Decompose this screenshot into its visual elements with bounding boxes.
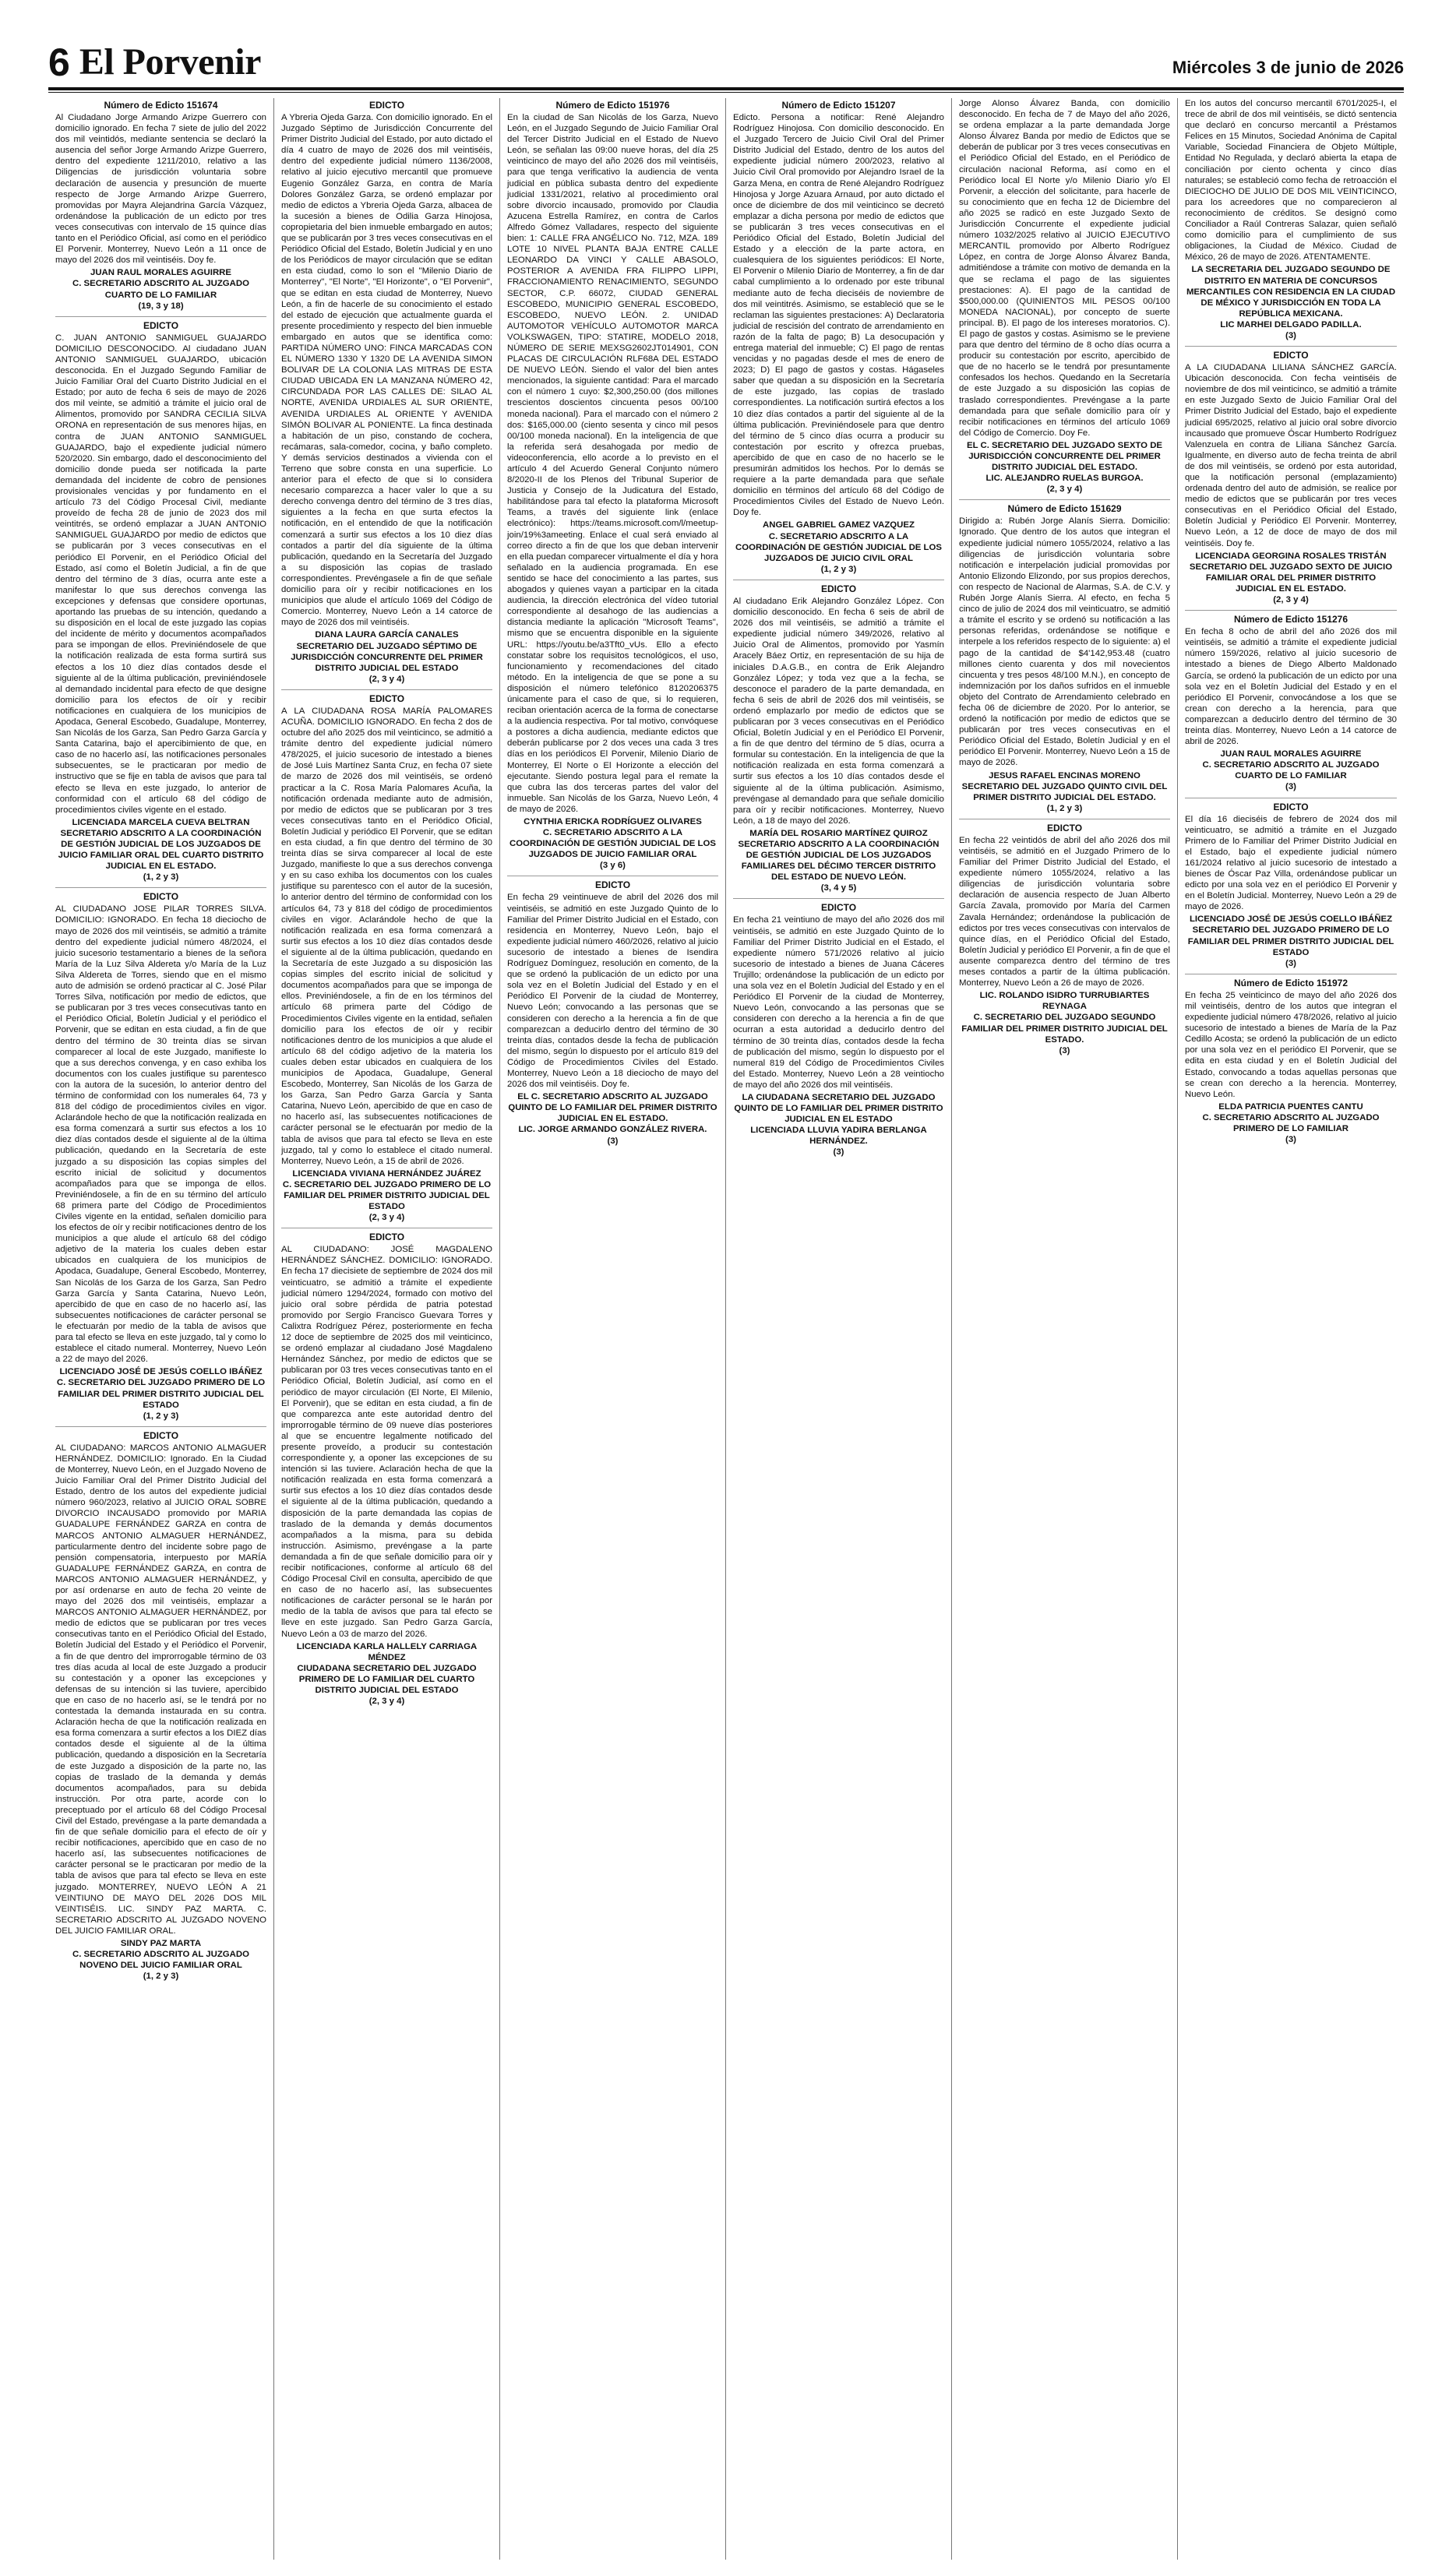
notice-title: EDICTO [143,319,179,331]
notice-signature [507,1091,718,1146]
notice-body: En fecha 25 veinticinco de mayo del año 2026 dos mil veintiséis, dentro de los autos que integran el expediente judicial número 478/2026, relativo al juicio sucesorio de intestado a bienes de María de la Paz Cedillo Acosta; se ordenó la publicación de un edicto por una sola vez en el periódico El Porvenir, que se edita en esta ciudad y en el Boletín Judicial del Estado, convocando a todas aquellas personas que se crean con derecho a la herencia. Monterrey, Nuevo León. [1185,990,1397,1099]
signature-line: LICENCIADA KARLA HALLELY CARRIAGA MÉNDEZ [296,1641,478,1662]
notice-title: EDICTO [143,1429,179,1441]
signature-line: LICENCIADA GEORGINA ROSALES TRISTÁN [1195,551,1387,561]
masthead-rule-thin [48,92,1404,93]
signature-line: (3) [1285,1135,1296,1145]
notice-body: En la ciudad de San Nicolás de los Garza, Nuevo León, en el Juzgado Segundo de Juicio Familiar Oral del Tercer Distrito Judicial en el Estado de Nuevo León, se señalan las 09:00 nueve horas, del día 25 veinticinco de mayo del año 2026 dos mil veintiséis, para que tenga verificativo la audiencia de venta judicial en pública subasta dentro del expediente judicial 1331/2021, relativo al procedimiento oral sobre divorcio incausado, promovido por Claudia Azucena Estrella Ramírez, en contra de Carlos Alfredo Gómez Valladares, respecto del siguiente bien: 1: CALLE FRA ANGÉLICO No. 712, MZA. 189 LOTE 10 NIVEL PLANTA BAJA ENTRE CALLE LEONARDO DA VINCI Y CALLE ABASOLO, POSTERIOR A AVENIDA FRA FILIPPO LIPPI, FRACCIONAMIENTO RENACIMIENTO, SEGUNDO SECTOR, C.P. 66072, CIUDAD GENERAL ESCOBEDO, MUNICIPIO GENERAL ESCOBEDO, ESCOBEDO, NUEVO LEÓN. 2. UNIDAD AUTOMOTOR VEHÍCULO AUTOMOTOR MARCA VOLKSWAGEN, TIPO: STATIRE, MODELO 2018, NÚMERO DE SERIE MEXSG2602JT014901, CON PLACAS DE CIRCULACIÓN RLF68A DEL ESTADO DE NUEVO LEÓN. Siendo el valor del bien antes mencionados, la siguiente cantidad: Para el marcado con el número 1 cuyo: $2,300,250.00 (dos millones trescientos doscientos cincuenta pesos 00/100 moneda nacional). Para el marcado con el número 2 dos: $165,000.00 (ciento sesenta y cinco mil pesos 00/100 moneda nacional). En la inteligencia de que la referida será desahogada por medio de videoconferencia, ello acorde a lo previsto en el artículo 4 del Acuerdo General Conjunto número 8/2020-II de los Plenos del Tribunal Superior de Justicia y Consejo de la Judicatura del Estado, habilitándose para tal efecto la plataforma Microsoft Teams, a través del siguiente link (enlace electrónico): https://teams.microsoft.com/l/meetup-join/19%3ameeting. Enlace el cual será enviado al correo directo a fin de que los que deban intervenir en ella puedan comparecer virtualmente el día y hora señalado en la audiencia programada. En ese sentido se hace del conocimiento a las partes, sus abogados y quienes vayan a participar en la citada audiencia, la dirección electrónica del vídeo tutorial correspondiente al desahogo de las audiencias a distancia mediante la aplicación "Microsoft Teams", mismo que se encuentra disponible en la siguiente URL: https://youtu.be/a3Tft0_vUs. Ello a efecto constatar sobre los requisitos tecnológicos, el uso, funcionamiento y recomendaciones del citado método. En la inteligencia de que se pone a su disposición el número telefónico 8120206375 únicamente para el caso de que, si lo requieren, reciban orientación acerca de la forma de conectarse a la audiencia respectiva. Por tal motivo, convóquese a postores a dicha audiencia, mediante edictos que deberán publicarse por 2 dos veces una cada 3 tres días en los periódicos El Porvenir, Milenio Diario de Monterrey, El Norte o El Horizonte a elección del ejecutante. Siendo postura legal para el remate la que cubra las dos terceras partes del valor del inmueble. San Nicolás de los Garza, Nuevo León, 4 de mayo de 2026. [507,113,718,814]
notice-body: A LA CIUDADANA ROSA MARÍA PALOMARES ACUÑA. DOMICILIO IGNORADO. En fecha 2 dos de octubre del año 2025 dos mil veinticinco, se admitió a trámite dentro del expediente judicial número 478/2025, el juicio sucesorio de intestado a bienes de José Luis Martínez Santa Cruz, en fecha 07 siete de marzo de 2026 dos mil veintiséis, se ordenó practicar a la C. Rosa María Palomares Acuña, la notificación ordenada mediante auto de admisión, por medio de edictos que se publicaran por 3 tres veces consecutivas tanto en el Periódico Oficial, Boletín Judicial y periódico El Porvenir, que se editan en esta ciudad, a fin que dentro del término de 30 treinta días se sirva comparecer al local de este Juzgado, manifieste lo que a sus derechos convenga y en su caso exhiba los documentos con los cuales justifique su parentesco con el autor de la sucesión, lo anterior dentro del término de conformidad con los artículos 64, 73 y 818 del código de procedimientos civiles en vigor. Aclarándole hecho de que la notificación realizada en esa forma comenzará a surtir sus efectos a los 10 diez días contados desde el siguiente al de la última publicación, quedando en la Secretaría de este Juzgado a su disposición las copias simples del escrito inicial de solicitud y documentos acompañados para que se imponga de ellos. Previniéndosele, a fin de en los términos del artículo 68 primera parte del Código de Procedimientos Civiles vigente en la entidad, señalen domicilio para los efectos de oír y recibir notificaciones dentro de los municipios a que alude el artículo 68 del código adjetivo de la materia los cuales deben estar ubicados en cualquiera de los municipios de Apodaca, Guadalupe, General Escobedo, Monterrey, San Nicolás de los Garza de los Garza, San Pedro Garza García y Santa Catarina, Nuevo León, apercibido de que en caso de no hacerlo así, las subsecuentes notificaciones de carácter personal se le efectuarán por medio de la tabla de avisos que para tal efecto se lleva en este juzgado, tal y como lo establece el citado numeral. Monterrey, Nuevo León, a 15 de abril de 2026. [281,706,492,1166]
signature-line: C. SECRETARIO ADSCRITO A LA COORDINACIÓN DE GESTIÓN JUDICIAL DE LOS JUZGADOS DE JUICIO CIVIL ORAL [735,531,942,563]
notice-body: AL CIUDADANO: JOSÉ MAGDALENO HERNÁNDEZ SÁNCHEZ. DOMICILIO: IGNORADO. En fecha 17 diecisiete de septiembre de 2024 dos mil veinticuatro, se admitió a trámite el expediente judicial número 1294/2024, formado con motivo del juicio oral sobre pérdida de patria potestad promovido por Sergio Francisco Guevara Torres y Calixtra Rodríguez Pérez, posteriormente en fecha 12 doce de septiembre de 2025 dos mil veinticinco, se ordenó emplazar al ciudadano José Magdaleno Hernández Sánchez, por medio de edictos que se publicaran por 03 tres veces consecutivas tanto en el Periódico Oficial, Boletín Judicial, así como en el periódico de mayor circulación (El Norte, El Milenio, El Porvenir), que se editan en esta ciudad, a fin de que comparezca ante este autoridad dentro del improrrogable término de 09 nueve días posteriores al que se encuentre legalmente notificado del presente proveído, a producir su contestación correspondiente y, a oponer las excepciones de su intención si las tuviere. Aclaración hecha de que la notificación realizada en esta forma comenzará a surtir sus efectos a los 10 diez días contados desde el siguiente al de la última publicación, quedando a disposición de la parte demandada las copias de traslado de la demanda y demás documentos acompañados a la misma, para su debida instrucción. Asimismo, prevéngase a la parte demandada a fin de que señale domicilio para oír y recibir notificaciones, conforme al artículo 68 del Código Procesal Civil en consulta, apercibido de que en caso de no hacerlo así, las subsecuentes notificaciones de carácter personal se le harán por medio de la tabla de avisos que para tal efecto se lleve en este juzgado. San Pedro Garza García, Nuevo León a 03 de marzo del 2026. [281,1245,492,1639]
notice-divider [55,316,266,317]
notice [1185,974,1397,1145]
notice-title: EDICTO [1046,822,1083,833]
notice [733,898,944,1158]
notice [959,819,1170,1056]
notice-signature [281,1641,492,1707]
signature-line: (2, 3 y 4) [1273,595,1309,605]
notice [1185,798,1397,969]
signature-line: LIC MARHEI DELGADO PADILLA. [1220,319,1362,329]
notice-signature [1185,1101,1397,1145]
signature-line: (2, 3 y 4) [1046,485,1083,495]
signature-line: C. SECRETARIO ADSCRITO AL JUZGADO PRIMERO DE LO FAMILIAR [1202,1112,1380,1133]
signature-line: EL C. SECRETARIO ADSCRITO AL JUZGADO QUINTO DE LO FAMILIAR DEL PRIMER DISTRITO JUDICIAL EN EL ESTADO. [508,1092,717,1124]
signature-line: C. SECRETARIO ADSCRITO A LA COORDINACIÓN DE GESTIÓN JUDICIAL DE LOS JUZGADOS DE JUICIO FAMILIAR ORAL [509,828,716,860]
notice [281,689,492,1223]
notice-body: Dirigido a: Rubén Jorge Alanís Sierra. Domicilio: Ignorado. Que dentro de los autos que integran el expediente judicial número 1055/2024, relativo a las diligencias de jurisdicción voluntaria sobre notificación e interpelación judicial promovidas por Antonio Elizondo Elizondo, por sus propios derechos, con respecto de Nacional de Alarmas, S.A. de C.V. y Rubén Jorge Alanís Sierra. Al efecto, en fecha 5 cinco de julio de 2024 dos mil veinticuatro, se admitió a trámite el escrito y se ordenó su notificación a las personas referidas, ordenándose se notifique e interpele a los referidos respecto de lo siguiente: a) el pago de la cantidad de $4'142,953.48 (cuatro millones ciento cuarenta y dos mil novecientos cincuenta y tres pesos 48/100 M.N.), en concepto de indemnización por los daños sufridos en el inmueble objeto del Contrato de Arrendamiento celebrado en fecha 06 de diciembre de 2020. Por lo anterior, se ordenó la notificación por medio de edictos que se publicarán por tres veces consecutivas en el Periódico Oficial del Estado, Boletín Judicial y en el periódico El Porvenir. Monterrey, Nuevo León a 15 de mayo de 2026. [959,516,1170,768]
notice-title: Número de Edicto 151207 [781,100,896,111]
page-columns [48,98,1404,2560]
page-number: 6 [48,41,70,84]
notice-body: Edicto. Persona a notificar: René Alejandro Rodríguez Hinojosa. Con domicilio desconocido. En el Juzgado Tercero de Juicio Civil Oral del Primer Distrito Judicial del Estado, dentro de los autos del expediente judicial número 200/2023, relativo al Juicio Civil Oral promovido por Alejandro Israel de la Garza Mena, en contra de René Alejandro Rodríguez Hinojosa y Jorge Azuara Arnaud, por auto dictado el once de diciembre de dos mil veinticinco se decretó emplazar a dicha persona por medio de edictos que se publicarán 3 tres veces consecutivas en el Periódico Oficial del Estado, Boletín Judicial del Estado y a elección de la parte actora, en cualesquiera de los siguientes periódicos: El Norte, El Porvenir o Milenio Diario de Monterrey, a fin de dar cabal cumplimiento a lo ordenado por este tribunal mediante auto de fecha dieciséis de noviembre de dos mil veintitrés. Asimismo, se estableció que se le reclaman las siguientes prestaciones: A) Declaratoria judicial de rescisión del contrato de arrendamiento en razón de la falta de pago; B) La desocupación y entrega material del inmueble; C) El pago de rentas vencidas y no pagadas desde el mes de enero de 2023; D) El pago de gastos y costas. Hágaseles saber que quedan a su disposición en la Secretaría de este juzgado, las copias de traslado correspondientes. La notificación surtirá efectos a los 10 diez días contados a partir del siguiente al de la última publicación. Previniéndosele para que dentro del término de 5 cinco días ocurra a producir su contestación por escrito y ofrezca pruebas, apercibido de que en caso de no hacerlo se le presumirán admitidos los hechos. Por lo demás se requiere a la parte demandada para que señale domicilio en términos del artículo 68 del Código de Procedimientos Civiles del Estado de Nuevo León. Doy fe. [733,113,944,518]
signature-line: LIC. JORGE ARMANDO GONZÁLEZ RIVERA. [518,1125,707,1135]
notice-divider [1185,610,1397,611]
signature-line: LIC. ALEJANDRO RUELAS BURGOA. [985,474,1144,484]
notice-title: EDICTO [594,879,631,891]
notice-body: En fecha 8 ocho de abril del año 2026 dos mil veintiséis, se admitió a trámite el expediente judicial número 159/2026, relativo al juicio sucesorio de intestado a bienes de Diego Alberto Maldonado García, se ordenó la publicación de un edicto por una sola vez en el Boletín Judicial del Estado y en el periódico El Porvenir, convocándose a los que se crean con derecho a la herencia, para que comparezcan a deducirlo dentro del término de 30 treinta días. Monterrey, Nuevo León a 14 catorce de abril de 2026. [1185,627,1397,747]
notice-signature [1185,914,1397,968]
notice-title: Número de Edicto 151972 [1233,977,1349,988]
signature-line: ELDA PATRICIA PUENTES CANTU [1218,1101,1363,1112]
column-5 [952,98,1178,2560]
signature-line: C. SECRETARIO ADSCRITO AL JUZGADO CUARTO DE LO FAMILIAR [72,279,249,300]
notice [733,100,944,575]
signature-line: (2, 3 y 4) [368,1213,405,1223]
signature-line: ANGEL GABRIEL GAMEZ VAZQUEZ [763,520,915,530]
signature-line: LA CIUDADANA SECRETARIO DEL JUZGADO QUINTO DE LO FAMILIAR DEL PRIMER DISTRITO JUDICIAL EN EL ESTADO [734,1092,943,1125]
signature-line: (3) [1285,958,1296,968]
notice-signature [959,990,1170,1056]
masthead [48,41,1404,84]
column-2 [274,98,500,2560]
signature-line: (19, 3 y 18) [138,301,184,311]
signature-line: (3) [607,1136,619,1146]
notice-body: En los autos del concurso mercantil 6701/2025-I, el trece de abril de dos mil veintiséis, se dictó sentencia que declaró en concurso mercantil a Préstamos Felices en 15 Minutos, Sociedad Anónima de Capital Variable, Sociedad Financiera de Objeto Múltiple, Entidad No Regulada, y declaró abierta la etapa de conciliación por ciento ochenta y cinco días naturales; se estableció como fecha de retroacción el DIECIOCHO DE JULIO DE DOS MIL VEINTICINCO, para los acreedores que no comparecieron al reconocimiento de créditos. Se designó como Conciliador a Raúl Contreras Salazar, quien señaló como domicilio para el cumplimiento de sus obligaciones, la Ciudad de México. Ciudad de México, 26 de mayo de 2026. ATENTAMENTE. [1185,99,1397,263]
notice-signature [281,1168,492,1223]
signature-line: (1, 2 y 3) [820,564,857,574]
notice-body: Al Ciudadano Jorge Armando Arizpe Guerrero con domicilio ignorado. En fecha 7 siete de julio del 2022 dos mil veintidós, mediante sentencia se declaró la ausencia del señor Jorge Armando Arizpe Guerrero, dentro del expediente 1211/2010, relativo a las Diligencias de jurisdicción voluntaria sobre declaración de ausencia y presunción de muerte respecto de Jorge Armando Arizpe Guerrero, promovidas por Mayra Alejandrina García Vázquez, ordenándose la publicación de un edicto por tres veces consecutivas con intervalo de 15 quince días tanto en el Periódico Oficial, así como en el periódico El Porvenir. Monterrey, Nuevo León a 11 once de mayo del 2026 dos mil veintiséis. Doy fe. [55,113,266,266]
signature-line: JUAN RAUL MORALES AGUIRRE [90,268,231,278]
notice-signature [1185,749,1397,792]
notice-divider [55,1426,266,1427]
notice-title: EDICTO [368,100,405,111]
notice-body: A LA CIUDADANA LILIANA SÁNCHEZ GARCÍA. Ubicación desconocida. Con fecha veintiséis de noviembre de dos mil veinticinco, se admitió a trámite en este Juzgado Sexto de Juicio Familiar Oral del Primer Distrito Judicial del Estado, bajo el expediente judicial 695/2025, relativo al juicio oral sobre divorcio incausado que promueve Óscar Humberto Rodríguez Valenzuela en contra de Liliana Sánchez García. Igualmente, en diverso auto de fecha treinta de abril de dos mil veintiséis, se ordenó por esta autoridad, que la notificación personal (emplazamiento) ordenada dentro del auto de admisión, se realice por medio de edictos que se publicarán por tres veces consecutivas en el Periódico Oficial del Estado, Boletín Judicial y Periódico El Porvenir. Monterrey, Nuevo León, a 12 de doce de mayo de dos mil veintiséis. Doy fe. [1185,363,1397,548]
signature-line: JESUS RAFAEL ENCINAS MORENO [989,770,1141,781]
notice-body: En fecha 21 veintiuno de mayo del año 2026 dos mil veintiséis, se admitió en este Juzgado Quinto de lo Familiar del Primer Distrito Judicial en el Estado, el expediente número 571/2026 relativo al juicio sucesorio de intestado a bienes de Juana Cáceres Trujillo; ordenándose la publicación de un edicto por una sola vez en el Boletín Judicial del Estado y en el Periódico El Porvenir de la ciudad de Monterrey, Nuevo León, convocando a las personas que se consideren con derecho a la herencia a fin de que ocurran a esta autoridad a deducirlo dentro del término de 30 treinta días, contados desde la fecha de publicación del mismo, según lo dispuesto por el numeral 819 del Código de Procedimientos Civiles del Estado. Monterrey, Nuevo León a 28 veintiocho de mayo del año 2026 dos mil veintiséis. [733,915,944,1090]
notice-divider [281,689,492,690]
notice-title: EDICTO [368,1232,405,1243]
notice-signature [1185,551,1397,605]
notice [55,887,266,1421]
signature-line: LIC. ROLANDO ISIDRO TURRUBIARTES REYNAGA [979,991,1150,1012]
signature-line: (1, 2 y 3) [143,1972,179,1982]
masthead-rule [48,87,1404,90]
column-3 [500,98,726,2560]
signature-line: SECRETARIO DEL JUZGADO PRIMERO DE LO FAMILIAR DEL PRIMER DISTRITO JUDICIAL DEL ESTADO [1187,925,1394,957]
signature-line: (1, 2 y 3) [143,872,179,883]
notice-signature [55,817,266,883]
signature-line: C. SECRETARIO DEL JUZGADO PRIMERO DE LO FAMILIAR DEL PRIMER DISTRITO JUDICIAL DEL ESTADO [282,1179,492,1212]
signature-line: (2, 3 y 4) [368,674,405,684]
notice-signature [55,267,266,311]
signature-line: SECRETARIO DEL JUZGADO SEXTO DE JUICIO FAMILIAR ORAL DEL PRIMER DISTRITO JUDICIAL EN EL ESTADO. [1189,562,1393,594]
notice-body: En fecha 29 veintinueve de abril del 2026 dos mil veintiséis, se admitió en este Juzgado Quinto de lo Familiar del Primer Distrito Judicial en el Estado, con residencia en Monterrey, Nuevo León, bajo el expediente judicial número 460/2026, relativo al juicio sucesorio de intestado a bienes de Isendira Rodríguez Domínguez, resolución en comento, de la que se ordenó la publicación de un edicto por una sola vez en el Boletín Judicial del Estado y en el Periódico El Porvenir de la ciudad de Monterrey, Nuevo León; convocando a las personas que se consideren con derecho a la herencia a fin de que comparezcan a deducirlo dentro del término de 30 treinta días, contados desde la fecha de publicación del mismo, según lo dispuesto por el artículo 819 del Código de Procedimientos Civiles del Estado. Monterrey, Nuevo León a 18 dieciocho de mayo del 2026 dos mil veintiséis. Doy fe. [507,893,718,1090]
notice-body: A Ybreria Ojeda Garza. Con domicilio ignorado. En el Juzgado Séptimo de Jurisdicción Concurrente del Primer Distrito Judicial del Estado, por auto dictado el día 4 cuatro de mayo de 2026 dos mil veintiséis, dentro del expediente judicial número 1136/2008, relativo al juicio ejecutivo mercantil que promueve Eugenio González Garza, en contra de María Dolores González Garza, se ordenó emplazar por medio de edictos a Ybreria Ojeda Garza, albacea de la sucesión a bienes de Odilia Garza Hinojosa, copropietaria del bien inmueble embargado en autos; que se publicarán por 3 tres veces consecutivas en el Periódico Oficial del Estado, Boletín Judicial y en uno de los Periódicos de mayor circulación que se editan en esta ciudad, como lo son el "Milenio Diario de Monterrey", "El Norte", "El Horizonte", o "El Porvenir", que se editan en esta ciudad de Monterrey, Nuevo León, a fin de hacerle de su conocimiento el estado del estado de ejecución que actualmente guarda el presente procedimiento y respecto del bien inmueble embargado en autos que se identifica como: PARTIDA NÚMERO UNO: FINCA MARCADAS CON EL NÚMERO 1330 Y 1320 DE LA AVENIDA SIMON BOLIVAR DE LA COLONIA LAS MITRAS DE ESTA CIUDAD UBICADA EN LA MANZANA NÚMERO 42, CIRCUNDADA POR LAS CALLES DE: SILAO AL NORTE, AVENIDA URDIALES AL SUR ORIENTE, AVENIDA URDIALES AL ORIENTE Y AVENIDA SIMÓN BOLIVAR AL PONIENTE. La finca destinada a habitación de un piso, constando de cochera, recámaras, sala-comedor, cocina, y baño completo. Y demás servicios destinados a vivienda con el Terreno que sobre consta en una superficie. Lo anterior para el efecto de que si lo considera necesario comparezca a hacer valer lo que a su derecho convenga dentro del término de 3 tres días, siguientes a la fecha en que surta efectos la notificación, en el entendido de que la notificación comenzará a surtir sus efectos a los 10 diez días contados a partir del día siguiente de la última publicación, quedando en la Secretaría del Juzgado a su disposición las copias de traslado correspondientes. Prevéngasele a fin de que señale domicilio para oír y recibir notificaciones en los municipios que alude el artículo 1069 del Código de Comercio. Monterrey, Nuevo León a 14 catorce de mayo de 2026 dos mil veintiséis. [281,113,493,628]
notice-signature [281,629,492,684]
notice-divider [1185,346,1397,347]
signature-line: SECRETARIO ADSCRITO A LA COORDINACIÓN DE GESTIÓN JUDICIAL DE LOS JUZGADOS DE JUICIO FAMILIAR ORAL DEL CUARTO DISTRITO JUDICIAL EN EL ESTADO. [58,828,264,872]
notice-title: EDICTO [1273,350,1309,361]
signature-line: C. SECRETARIO ADSCRITO AL JUZGADO CUARTO DE LO FAMILIAR [1202,760,1380,781]
signature-line: MARÍA DEL ROSARIO MARTÍNEZ QUIROZ [749,828,928,838]
signature-line: C. SECRETARIO DEL JUZGADO PRIMERO DE LO FAMILIAR DEL PRIMER DISTRITO JUDICIAL DEL ESTADO [56,1378,266,1410]
signature-line: SECRETARIO DEL JUZGADO QUINTO CIVIL DEL PRIMER DISTRITO JUDICIAL DEL ESTADO. [961,781,1168,802]
signature-line: LICENCIADO JOSÉ DE JESÚS COELLO IBÁÑEZ [1189,914,1393,925]
column-4 [726,98,952,2560]
notice-body: El día 16 dieciséis de febrero de 2024 dos mil veinticuatro, se admitió a trámite en el Juzgado Primero de lo Familiar del Primer Distrito Judicial en el Estado, bajo el expediente judicial número 161/2024 relativo al juicio sucesorio de intestado a bienes de Óscar Paz Villa, ordenándose publicar un edicto por una sola vez en el periódico El Porvenir y en el Boletín Judicial. Monterrey, Nuevo León a 29 de mayo de 2026. [1185,814,1397,912]
notice-body: Al ciudadano Erik Alejandro González López. Con domicilio desconocido. En fecha 6 seis de abril de 2026 dos mil veintiséis, se admitió a trámite el expediente judicial número 349/2026, relativo al Juicio Oral de Alimentos, promovido por Yasmín Aracely Báez Ortiz, en representación de su hija de iniciales D.A.G.B., en contra de Erik Alejandro González López; y toda vez que a la fecha, se desconoce el paradero de la parte demandada, en fecha 6 seis de abril de 2026 dos mil veintiséis, se ordenó emplazarlo por medio de edictos que se publicaran por 3 veces consecutivas en el Periódico Oficial, Boletín Judicial y en el Periódico El Porvenir, a fin de que dentro del término de 5 días, ocurra a formular su contestación. En la inteligencia de que la notificación realizada en esta forma comenzará a surtir sus efectos a los 10 días contados desde el siguiente al de la última publicación. Asimismo, prevéngase al demandado para que señale domicilio para oír y recibir notificaciones. Monterrey, Nuevo León, a 18 de mayo del 2026. [733,596,944,826]
notice-signature [733,520,944,574]
notice [55,100,266,312]
signature-line: JUAN RAUL MORALES AGUIRRE [1220,749,1362,759]
notice [959,499,1170,814]
notice [1185,346,1397,605]
signature-line: (3) [1059,1045,1070,1055]
signature-line: LICENCIADA VIVIANA HERNÁNDEZ JUÁREZ [292,1168,481,1179]
notice-signature [733,1092,944,1158]
notice-title: Número de Edicto 151276 [1233,614,1349,625]
issue-date: Miércoles 3 de junio de 2026 [1172,58,1404,77]
notice-signature [507,816,718,871]
signature-line: (2, 3 y 4) [368,1697,405,1707]
signature-line: LICENCIADA MARCELA CUEVA BELTRAN [72,817,250,827]
signature-line: (1, 2 y 3) [143,1411,179,1421]
notice [281,1228,492,1707]
notice [1185,98,1397,341]
notice-signature [55,1938,266,1982]
column-6 [1178,98,1404,2560]
masthead-left [48,41,261,84]
notice-title: EDICTO [1273,801,1309,812]
notice-title: EDICTO [820,902,857,914]
notice-title: EDICTO [820,583,857,594]
notice [55,316,266,883]
column-1 [48,98,274,2560]
signature-line: EL C. SECRETARIO DEL JUZGADO SEXTO DE JURISDICCIÓN CONCURRENTE DEL PRIMER DISTRITO JUDICIAL DEL ESTADO. [966,440,1163,473]
newspaper-logo: El Porvenir [79,41,261,83]
signature-line: (1, 2 y 3) [1046,803,1083,813]
notice-signature [959,770,1170,814]
signature-line: LA SECRETARIA DEL JUZGADO SEGUNDO DE DISTRITO EN MATERIA DE CONCURSOS MERCANTILES CON RESIDENCIA EN LA CIUDAD DE MÉXICO Y JURISDICCIÓN EN TODA LA REPÚBLICA MEXICANA. [1186,265,1396,319]
notice-divider [959,499,1170,500]
signature-line: (3) [1285,782,1296,792]
notice-title: EDICTO [368,692,405,704]
notice-divider [733,898,944,899]
signature-line: CYNTHIA ERICKA RODRÍGUEZ OLIVARES [524,817,702,826]
notice-title: Número de Edicto 151976 [555,100,670,111]
signature-line: (3) [833,1147,844,1158]
signature-line: CIUDADANA SECRETARIO DEL JUZGADO PRIMERO DE LO FAMILIAR DEL CUARTO DISTRITO JUDICIAL DEL ESTADO [297,1663,477,1696]
notice-divider [55,887,266,888]
notice-body: Jorge Alonso Álvarez Banda, con domicilio desconocido. En fecha de 7 de Mayo del año 2026, se ordena emplazar a la parte demandada Jorge Alonso Álvarez Banda por medio de Edictos que se deberán de publicar por 3 tres veces consecutivas en el Periódico Oficial del Estado, en el Periódico de circulación nacional Reforma, así como en el Periódico local El Norte y/o Milenio Diario y/o El Porvenir, a elección del solicitante, para hacerle de su conocimiento que en fecha 12 de Diciembre del año 2025 se radicó en este Juzgado Sexto de Jurisdicción Concurrente el expediente judicial número 1032/2025 relativo al JUICIO EJECUTIVO MERCANTIL promovido por Alberto Rodríguez López, en contra de Jorge Alonso Álvarez Banda, admitiéndose a trámite con motivo de demanda en la que se reclama el pago de las siguientes prestaciones: A). El pago de la cantidad de $500,000.00 (QUINIENTOS MIL PESOS 00/100 MONEDA NACIONAL), por concepto de suerte principal. B). El pago de los intereses moratorios. C). El pago de gastos y costas. Asimismo se le previene para que dentro del término de 8 ocho días ocurra a producir su contestación por escrito, apercibido de que de no hacerlo se le tendrá por presuntamente confesados los hechos. Quedando en la Secretaría de este Juzgado a su disposición las copias de traslado correspondientes. Prevéngase a la parte demandada para que señale domicilio para oír y recibir notificaciones en términos del artículo 1069 del Código de Comercio. Doy Fe. [959,99,1170,438]
notice-title: EDICTO [143,891,179,903]
notice [55,1426,266,1982]
notice-body: C. JUAN ANTONIO SANMIGUEL GUAJARDO DOMICILIO DESCONOCIDO. Al ciudadano JUAN ANTONIO SANMIGUEL GUAJARDO, ubicación desconocida. En el Juzgado Segundo Familiar de Juicio Familiar Oral del Cuarto Distrito Judicial en el Estado; por auto de fecha 6 seis de mayo de 2026 dos mil veinte, se admitió a trámite el juicio oral de Alimentos, promovido por SANDRA CECILIA SILVA ORONA en representación de sus menores hijas, en contra de JUAN ANTONIO SANMIGUEL GUAJARDO, bajo el expediente judicial número 520/2020. Sin embargo, dado el desconocimiento del domicilio donde pueda ser notificada la parte demandada del incidente de cobro de pensiones provisionales vencidas y por fundamento en el artículo 73 del Código Procesal Civil, mediante proveído de fecha 28 de junio de 2023 dos mil veintitrés, se ordenó emplazar a JUAN ANTONIO SANMIGUEL GUAJARDO por medio de edictos que se publicarán por 3 veces consecutivas en el periódico El Porvenir, en el Periódico Oficial del Estado, así como el Boletín Judicial, a fin de que dentro del término de 3 días, ocurra ante este a manifestar lo que sus derechos convenga las excepciones y defensas que considere oportunas, aportando las pruebas de su intención, quedando a su disposición en el local de este juzgado las copias del incidente de mérito y documentos acompañados para se impongan de ellos. Previniéndosele de que la notificación realizada de esta forma surtirá sus efectos a los 10 diez días contados desde el siguiente al de la última publicación, previniéndosele al demandado incidental para efecto de que designe domicilio para los efectos de oír y recibir notificaciones en cualquiera de los municipios de Apodaca, General Escobedo, Guadalupe, Monterrey, San Nicolás de los Garza, San Pedro Garza García y Santa Catarina, bajo el apercibimiento de que, en caso de no hacerlo así, las notificaciones personales subsecuentes, se le practicaran por medio de instructivo que se fije en tabla de avisos que para tal efecto se lleva en este juzgado, lo anterior de conformidad con el artículo 68 del código de procedimientos civiles vigente en el estado. [55,333,266,815]
notice-signature [959,440,1170,495]
signature-line: (3, 4 y 5) [820,883,857,893]
signature-line: SINDY PAZ MARTA [120,1939,202,1948]
notice [1185,610,1397,792]
notice-title: Número de Edicto 151629 [1007,503,1122,515]
signature-line: C. SECRETARIO ADSCRITO AL JUZGADO NOVENO DEL JUICIO FAMILIAR ORAL [72,1950,249,1971]
notice-signature [1185,264,1397,341]
signature-line: SECRETARIO ADSCRITO A LA COORDINACIÓN DE GESTIÓN JUDICIAL DE LOS JUZGADOS FAMILIARES DEL DÉCIMO TERCER DISTRITO DEL ESTADO DE NUEVO LEÓN. [738,840,940,883]
notice [507,876,718,1146]
signature-line: SECRETARIO DEL JUZGADO SÉPTIMO DE JURISDICCIÓN CONCURRENTE DEL PRIMER DISTRITO JUDICIAL DEL ESTADO [291,641,483,673]
notice-title: Número de Edicto 151674 [104,100,218,111]
signature-line: DIANA LAURA GARCÍA CANALES [315,630,459,640]
notice-signature [55,1366,266,1421]
notice [733,580,944,894]
notice-signature [733,828,944,894]
notice [959,98,1170,495]
signature-line: C. SECRETARIO DEL JUZGADO SEGUNDO FAMILIAR DEL PRIMER DISTRITO JUDICIAL DEL ESTADO. [961,1013,1168,1045]
notice [281,100,492,685]
notice-body: AL CIUDADANO JOSE PILAR TORRES SILVA. DOMICILIO: IGNORADO. En fecha 18 dieciocho de mayo de 2026 dos mil veintiséis, se admitió a trámite dentro del expediente judicial número 48/2024, el juicio sucesorio testamentario a bienes de la señora María de la Luz Silva Aldereta y/o María de la Luz Silva Aldereta de Torres, siendo que en el mismo auto de admisión se ordenó practicar al C. José Pilar Torres Silva, notificación por medio de edictos, que se publicaran por 3 tres veces consecutivas tanto en el Periódico Oficial, Boletín Judicial y el periódico el Porvenir, que se editan en esta ciudad, a fin de que dentro del término de 30 treinta días se sirvan comparecer al local de este Juzgado, manifieste lo que a sus derechos convenga, y en caso exhiba los documentos con los cuales justifique su parentesco con la autora de la sucesión, lo anterior dentro del término de conformidad con los numerales 64, 73 y 818 del código de procedimientos civiles en vigor. Aclarándole hecho de que la notificación realizada en esa forma comenzará a surtir sus efectos a los 10 diez días contados desde el siguiente al de la última publicación, quedando en la Secretaría de este juzgado a su disposición las copias simples del escrito inicial de solicitud y documentos acompañados para que se imponga de ellos. Previniéndosele, a fin de en su término del artículo 68 primera parte del Código de Procedimientos Civiles vigente en la entidad, señalen domicilio para los efectos de oír y recibir notificaciones dentro de los municipios a que alude el artículo 68 del código adjetivo de la materia los cuales deben estar ubicados en cualquiera de los municipios de Apodaca, Guadalupe, General Escobedo, Monterrey, San Nicolás de los Garza de los Garza, San Pedro Garza García y Santa Catarina, Nuevo León, apercibido de que en caso de no hacerlo así, las subsecuentes notificaciones de carácter personal se le efectuarán por medio de la tabla de avisos que para tal efecto se lleva en este juzgado, tal y como lo establece el citado numeral. Monterrey, Nuevo León a 22 de mayo del 2026. [55,904,266,1365]
notice [507,100,718,871]
signature-line: (3) [1285,330,1296,340]
notice-body: En fecha 22 veintidós de abril del año 2026 dos mil veintiséis, se admitió en el Juzgado Primero de lo Familiar del Primer Distrito Judicial del Estado, el expediente número 1055/2024, relativo a las diligencias de jurisdicción voluntaria sobre declaración de ausencia respecto de Juan Alberto García Zavala, promovido por María del Carmen Zavala Hernández; ordenándose la publicación de edictos por tres veces consecutivas con intervalos de quince días, en el Periódico Oficial del Estado, Boletín Judicial y periódico El Porvenir, a fin de que el ausente comparezca dentro del término de tres meses contados a partir de la última publicación. Monterrey, Nuevo León a 26 de mayo de 2026. [959,835,1170,988]
notice-body: AL CIUDADANO: MARCOS ANTONIO ALMAGUER HERNÁNDEZ. DOMICILIO: Ignorado. En la Ciudad de Monterrey, Nuevo León, en el Juzgado Noveno de Juicio Familiar Oral del Primer Distrito Judicial del Estado, dentro de los autos del expediente judicial número 960/2023, relativo al JUICIO ORAL SOBRE DIVORCIO INCAUSADO promovido por MARIA GUADALUPE FERNÁNDEZ GARZA en contra de MARCOS ANTONIO ALMAGUER HERNÁNDEZ, particularmente dentro del incidente sobre pago de pensión compensatoria, interpuesto por MARÍA GUADALUPE FERNÁNDEZ GARZA, en contra de MARCOS ANTONIO ALMAGUER HERNÁNDEZ, y por así ordenarse en auto de fecha 20 veinte de mayo del 2026 dos mil veintiséis, emplazar a MARCOS ANTONIO ALMAGUER HERNÁNDEZ, por medio de edictos que se publicaran por tres veces consecutivas tanto en el Periódico Oficial del Estado, Boletín Judicial del Estado y el Periódico el Porvenir, a fin de que dentro del improrrogable término de 03 tres días acuda al local de este Juzgado a producir su contestación y a oponer las excepciones y defensas de su intención si las tuviere, apercibido que en caso de no hacerlo así, se le tendrá por no contestada la demanda instaurada en su contra. Aclaración hecha de que la notificación realizada en esa forma comenzara a surtir efectos a los DIEZ días contados desde el siguiente al de la última publicación, quedando a disposición en la Secretaría de este Juzgado a disposición de la parte no, las copias de traslado de la demanda y demás documentos acompañados, para su debida instrucción. Por otra parte, acorde con lo preceptuado por el artículo 68 del Código Procesal Civil del Estado, prevéngase a la parte demandada a fin de que señale domicilio para el efecto de oír y recibir notificaciones, apercibido que en caso de no hacerlo así, las subsecuentes notificaciones de carácter personal se le practicaran por medio de la tabla de avisos que para tal efecto se lleva en este juzgado. MONTERREY, NUEVO LEÓN A 21 VEINTIUNO DE MAYO DEL 2026 DOS MIL VEINTISÉIS. LIC. SINDY PAZ MARTA. C. SECRETARIO ADSCRITO AL JUZGADO NOVENO DEL JUICIO FAMILIAR ORAL. [55,1443,266,1936]
signature-line: (3 y 6) [600,861,626,871]
signature-line: LICENCIADO JOSÉ DE JESÚS COELLO IBÁÑEZ [59,1367,263,1377]
signature-line: LICENCIADA LLUVIA YADIRA BERLANGA HERNÁNDEZ. [750,1126,927,1147]
